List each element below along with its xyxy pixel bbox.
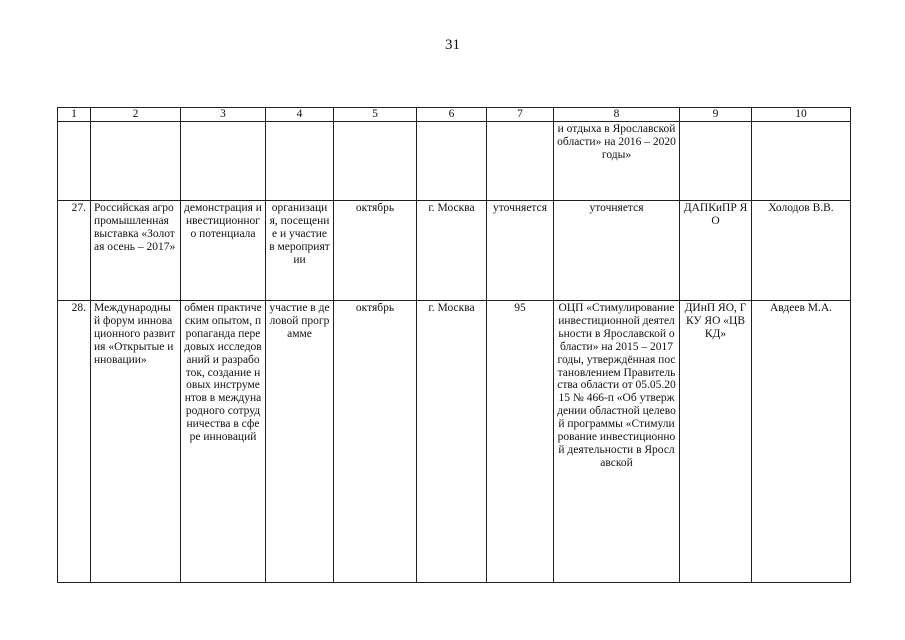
cell-funding-source: ОЦП «Стимулирование инвестиционной деятельности в Ярославской области» на 2015 – 2017 годы, утверждённая постановлением Правительства области от 05.05.2015 № 466-п «Об утверждении областной целевой программы «Стимулирование инвестиционной деятельности в Ярославской (554, 301, 680, 583)
cell-event: Российская агропромышленная выставка «Золотая осень – 2017» (91, 201, 181, 301)
column-header: 7 (487, 108, 554, 122)
cell-format: участие в деловой программе (266, 301, 334, 583)
column-header: 3 (181, 108, 266, 122)
cell-place (417, 122, 487, 201)
cell-organization: ДИнП ЯО, ГКУ ЯО «ЦВКД» (680, 301, 752, 583)
cell-number: 27. (58, 201, 91, 301)
cell-format: организация, посещение и участие в мероприятии (266, 201, 334, 301)
cell-goal: обмен практическим опытом, пропаганда передовых исследований и разработок, создание новых инструментов в международного сотрудничества в сфере инноваций (181, 301, 266, 583)
activities-table (57, 107, 851, 583)
column-header: 10 (752, 108, 851, 122)
table-row (58, 301, 851, 583)
cell-place: г. Москва (417, 301, 487, 583)
column-header: 1 (58, 108, 91, 122)
cell-number (58, 122, 91, 201)
cell-goal: демонстрация инвестиционного потенциала (181, 201, 266, 301)
table-row (58, 201, 851, 301)
cell-funding-source: и отдыха в Ярославской области» на 2016 – 2020 годы» (554, 122, 680, 201)
table-header-row (58, 108, 851, 122)
cell-responsible: Холодов В.В. (752, 201, 851, 301)
column-header: 5 (334, 108, 417, 122)
column-header: 2 (91, 108, 181, 122)
cell-date (334, 122, 417, 201)
cell-cost: 95 (487, 301, 554, 583)
cell-format (266, 122, 334, 201)
column-header: 6 (417, 108, 487, 122)
column-header: 9 (680, 108, 752, 122)
cell-date: октябрь (334, 201, 417, 301)
table-row-continuation (58, 122, 851, 201)
cell-responsible: Авдеев М.А. (752, 301, 851, 583)
cell-cost: уточняется (487, 201, 554, 301)
cell-funding-source: уточняется (554, 201, 680, 301)
cell-organization (680, 122, 752, 201)
column-header: 4 (266, 108, 334, 122)
column-header: 8 (554, 108, 680, 122)
cell-date: октябрь (334, 301, 417, 583)
cell-organization: ДАПКиПР ЯО (680, 201, 752, 301)
cell-goal (181, 122, 266, 201)
cell-event (91, 122, 181, 201)
cell-number: 28. (58, 301, 91, 583)
cell-cost (487, 122, 554, 201)
cell-responsible (752, 122, 851, 201)
cell-event: Международный форум инновационного развития «Открытые инновации» (91, 301, 181, 583)
cell-place: г. Москва (417, 201, 487, 301)
page-number: 31 (445, 37, 460, 53)
